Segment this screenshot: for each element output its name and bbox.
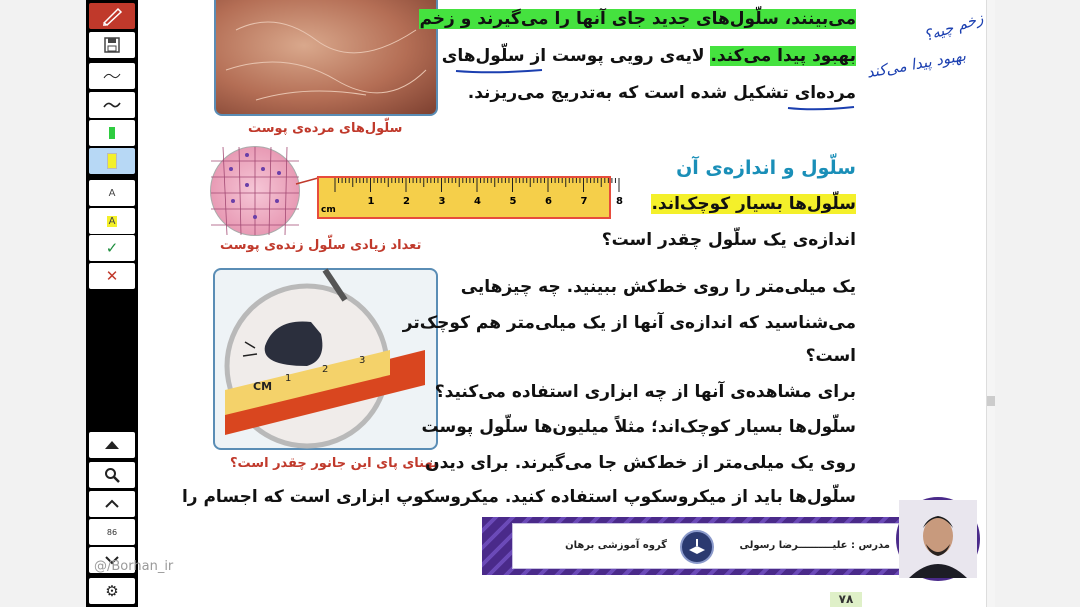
squiggle-thin-icon: [102, 70, 122, 82]
scroll-thumb[interactable]: [987, 396, 995, 406]
paragraph1-line3: مرده‌ای تشکیل شده است که به‌تدریج می‌ریزند.: [467, 83, 856, 103]
paragraph2-line7: سلّول‌ها باید از میکروسکوپ استفاده کنید. میکروسکوپ ابزاری است که اجسام را: [181, 487, 856, 507]
paragraph1-line1: می‌بینند، سلّول‌های جدید جای آنها را می‌گیرند و زخم: [419, 9, 856, 29]
check-mark-button[interactable]: [89, 235, 135, 261]
highlight-a-icon: A: [108, 215, 116, 227]
magnifier-bug-illustration: [215, 270, 436, 448]
zoom-level-text: 86: [106, 527, 118, 537]
channel-watermark: @/Borhan_ir: [94, 559, 174, 574]
ruler2-tick-2: 2: [322, 364, 329, 375]
paragraph1-line2: بهبود پیدا می‌کند. لایه‌ی رویی پوست از سلّول‌های: [441, 46, 856, 66]
handwritten-note-1: زخم چیه؟: [921, 9, 986, 45]
ruler2-tick-1: 1: [285, 373, 292, 384]
annotation-toolbar: [86, 0, 138, 607]
cell-grid: [211, 147, 299, 235]
green-marker-button[interactable]: [89, 120, 135, 146]
text-tool-button[interactable]: [89, 180, 135, 206]
handwritten-note-2: بهبود پیدا می‌کند: [865, 46, 968, 82]
ruler-tick-label: 2: [403, 196, 410, 207]
check-icon: ✓: [105, 239, 119, 257]
gear-icon: ⚙: [105, 582, 119, 600]
settings-button[interactable]: [89, 578, 135, 604]
book-logo-icon: [682, 532, 712, 562]
floppy-disk-icon: [104, 37, 120, 53]
caption-dead-skin: سلّول‌های مرده‌ی پوست: [248, 121, 403, 136]
squiggle-thick-icon: [102, 99, 122, 111]
ruler-tick-label: 8: [616, 196, 623, 207]
yellow-marker-button[interactable]: [89, 148, 135, 174]
dead-skin-photo: [214, 0, 438, 116]
teacher-banner: [482, 517, 994, 575]
caption-bug-width: پهنای پای این جانور چقدر است؟: [230, 456, 438, 471]
magnifier-icon: [104, 467, 120, 483]
living-skin-cells-image: [210, 146, 300, 236]
hand-underline-1: [454, 66, 544, 74]
green-marker-icon: [109, 127, 115, 139]
paragraph2-line6: روی یک میلی‌متر از خط‌کش جا می‌گیرند. برای دیدن: [425, 453, 856, 473]
ruler2-tick-3: 3: [359, 355, 366, 366]
ruler-tick-label: 1: [367, 196, 375, 207]
ruler-unit-label: cm: [321, 205, 336, 215]
cross-icon: ✕: [105, 267, 119, 285]
highlight-text-button[interactable]: [89, 208, 135, 234]
cross-mark-button[interactable]: [89, 263, 135, 289]
teacher-portrait: [899, 500, 977, 578]
ruler2-unit: CM: [253, 380, 273, 393]
banner-group-text: گروه آموزشی برهان: [565, 540, 667, 551]
left-margin: [0, 0, 86, 607]
hand-underline-2: [786, 104, 856, 112]
thin-pen-button[interactable]: [89, 63, 135, 89]
ruler-ticks: [319, 178, 623, 217]
teacher-avatar: [896, 497, 980, 581]
thick-pen-button[interactable]: [89, 92, 135, 118]
right-margin: [994, 0, 1080, 607]
ruler-tick-label: 6: [545, 196, 552, 207]
ruler-tick-label: 5: [509, 196, 517, 207]
zoom-button[interactable]: [89, 462, 135, 488]
bug-on-ruler-image: [213, 268, 438, 450]
collapse-toolbar-button[interactable]: [89, 432, 135, 458]
scroll-up-button[interactable]: [89, 491, 135, 517]
paragraph2-line4: برای مشاهده‌ی آنها از چه ابزاری استفاده می‌کنید؟: [434, 382, 856, 402]
save-button[interactable]: [89, 32, 135, 58]
zoom-level: [89, 519, 135, 545]
caption-living-cells: تعداد زیادی سلّول زنده‌ی پوست: [220, 238, 422, 253]
textbook-page: [138, 0, 986, 607]
section-question: اندازه‌ی یک سلّول چقدر است؟: [601, 230, 856, 250]
ruler-tick-label: 3: [438, 196, 446, 207]
paragraph2-line3: است؟: [805, 346, 856, 366]
ruler-tick-label: 4: [474, 196, 481, 207]
yellow-marker-icon: [107, 153, 117, 169]
vertical-scrollbar[interactable]: [986, 0, 995, 607]
triangle-up-icon: [104, 440, 120, 450]
chevron-up-icon: [104, 499, 120, 509]
paragraph2-line1: یک میلی‌متر را روی خط‌کش ببینید. چه چیزهایی: [460, 277, 856, 297]
section-title: سلّول و اندازه‌ی آن: [676, 157, 856, 179]
page-number: ۷۸: [830, 592, 862, 607]
paragraph2-line5: سلّول‌ها بسیار کوچک‌اند؛ مثلاً میلیون‌ها سلّول پوست: [421, 417, 856, 437]
ruler-image: [317, 176, 623, 219]
pen-tool-button[interactable]: [89, 3, 135, 29]
text-a-icon: A: [108, 187, 116, 199]
skin-texture: [216, 0, 436, 114]
paragraph2-line2: می‌شناسید که اندازه‌ی آنها از یک میلی‌متر هم کوچک‌تر: [402, 313, 856, 333]
pen-icon: [100, 6, 124, 26]
section-subtitle: سلّول‌ها بسیار کوچک‌اند.: [651, 194, 856, 214]
ruler-tick-label: 7: [580, 196, 588, 207]
banner-teacher-text: مدرس : علیــــــــــرضا رسولی: [739, 540, 890, 551]
banner-logo: [680, 530, 714, 564]
